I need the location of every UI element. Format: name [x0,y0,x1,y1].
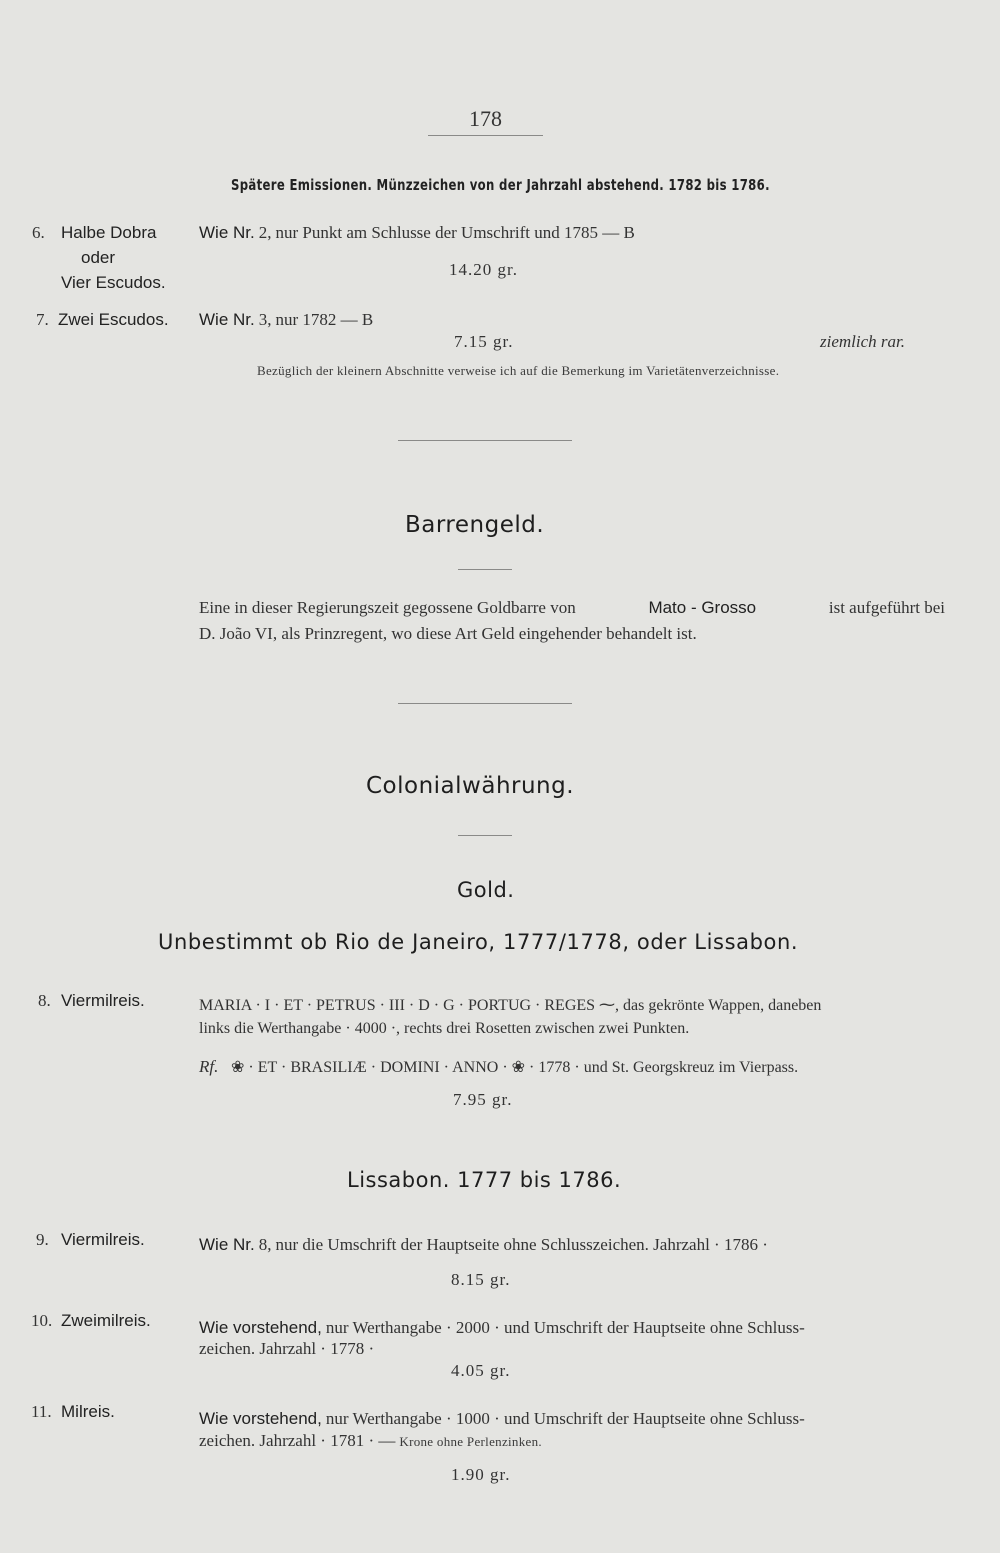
section-heading: Spätere Emissionen. Münzzeichen von der Jahrzahl abstehend. 1782 bis 1786. [231,176,770,194]
desc-lead: Wie Nr. [199,223,255,242]
metal-heading: Gold. [457,878,515,902]
short-rule [458,569,512,570]
entry-number: 7. [36,310,49,329]
reverse-line: ❀ · ET · BRASILIÆ · DOMINI · ANNO · ❀ · 1778 · und St. Georgskreuz im Vierpass. [231,1059,799,1076]
coin-name: Viermilreis. [61,1230,145,1249]
desc-line2-text: zeichen. Jahrzahl · 1781 · — [199,1431,396,1450]
desc-rest: nur die Umschrift der Hauptseite ohne Schlusszeichen. Jahrzahl · 1786 · [275,1235,768,1254]
lissabon-heading: Lissabon. 1777 bis 1786. [347,1168,622,1192]
desc-lead: Wie Nr. [199,1235,255,1254]
desc-line2: zeichen. Jahrzahl · 1778 · [199,1339,375,1358]
coin-name: oder [81,248,116,267]
mint-heading: Unbestimmt ob Rio de Janeiro, 1777/1778, oder Lissabon. [158,930,799,954]
page-number: 178 [469,106,502,131]
rarity-note: ziemlich rar. [820,332,905,351]
desc-ref: 2, [258,223,272,242]
desc-line2-small: Krone ohne Perlenzinken. [399,1434,542,1449]
barrengeld-text-line1 [199,598,945,618]
desc-ref: 8, [258,1235,272,1254]
coin-name: Vier Escudos. [61,273,166,292]
entry-number: 11. [31,1402,52,1421]
coin-name: Milreis. [61,1402,115,1421]
desc-rest: nur Punkt am Schlusse der Umschrift und 1785 — B [275,223,635,242]
desc-lead: Wie Nr. [199,310,255,329]
coin-weight: 14.20 gr. [449,260,518,279]
page-number-rule [428,135,543,136]
divider [398,440,572,441]
coin-name: Viermilreis. [61,991,145,1010]
coin-weight: 4.05 gr. [451,1361,511,1380]
entry-number: 6. [32,223,45,242]
divider [398,703,572,704]
short-rule [458,835,512,836]
entry-number: 9. [36,1230,49,1249]
coin-weight: 1.90 gr. [451,1465,511,1484]
coin-description [199,1409,805,1429]
coin-weight: 8.15 gr. [451,1270,511,1289]
coin-weight: 7.15 gr. [454,332,514,351]
reverse-label: Rf. [199,1057,219,1076]
coin-name: Zwei Escudos. [58,310,169,329]
coin-description [199,223,635,243]
coin-description [199,1318,805,1338]
footnote-remark: Bezüglich der kleinern Abschnitte verweise ich auf die Bemerkung im Varietätenverzeichnisse. [257,363,780,378]
text-fragment: ist aufgeführt bei [828,598,945,617]
desc-lead: Wie vorstehend, [199,1318,322,1337]
coin-description [199,310,373,330]
text-fragment: Eine in dieser Regierungszeit gegossene Goldbarre von [199,598,576,617]
desc-ref: 3, [258,310,272,329]
desc-rest: nur Werthangabe · 1000 · und Umschrift der Hauptseite ohne Schluss- [325,1409,805,1428]
desc-line2 [199,1431,542,1451]
barrengeld-text-line2: D. João VI, als Prinzregent, wo diese Art Geld eingehender behandelt ist. [199,624,697,643]
coin-name: Zweimilreis. [61,1311,151,1330]
entry-number: 8. [38,991,51,1010]
obverse-line2: links die Werthangabe · 4000 ·, rechts drei Rosetten zwischen zwei Punkten. [199,1020,690,1037]
desc-rest: nur Werthangabe · 2000 · und Umschrift der Hauptseite ohne Schluss- [325,1318,805,1337]
coin-name: Halbe Dobra [61,223,157,242]
barrengeld-title: Barrengeld. [405,512,545,538]
colonial-title: Colonialwährung. [366,773,575,799]
place-name: Mato - Grosso [648,598,757,617]
coin-description [199,1235,768,1255]
desc-lead: Wie vorstehend, [199,1409,322,1428]
desc-rest: nur 1782 — B [275,310,374,329]
obverse-line1: MARIA · I · ET · PETRUS · III · D · G · PORTUG · REGES ⁓, das gekrönte Wappen, daneben [199,997,822,1014]
coin-weight: 7.95 gr. [453,1090,513,1109]
entry-number: 10. [31,1311,53,1330]
